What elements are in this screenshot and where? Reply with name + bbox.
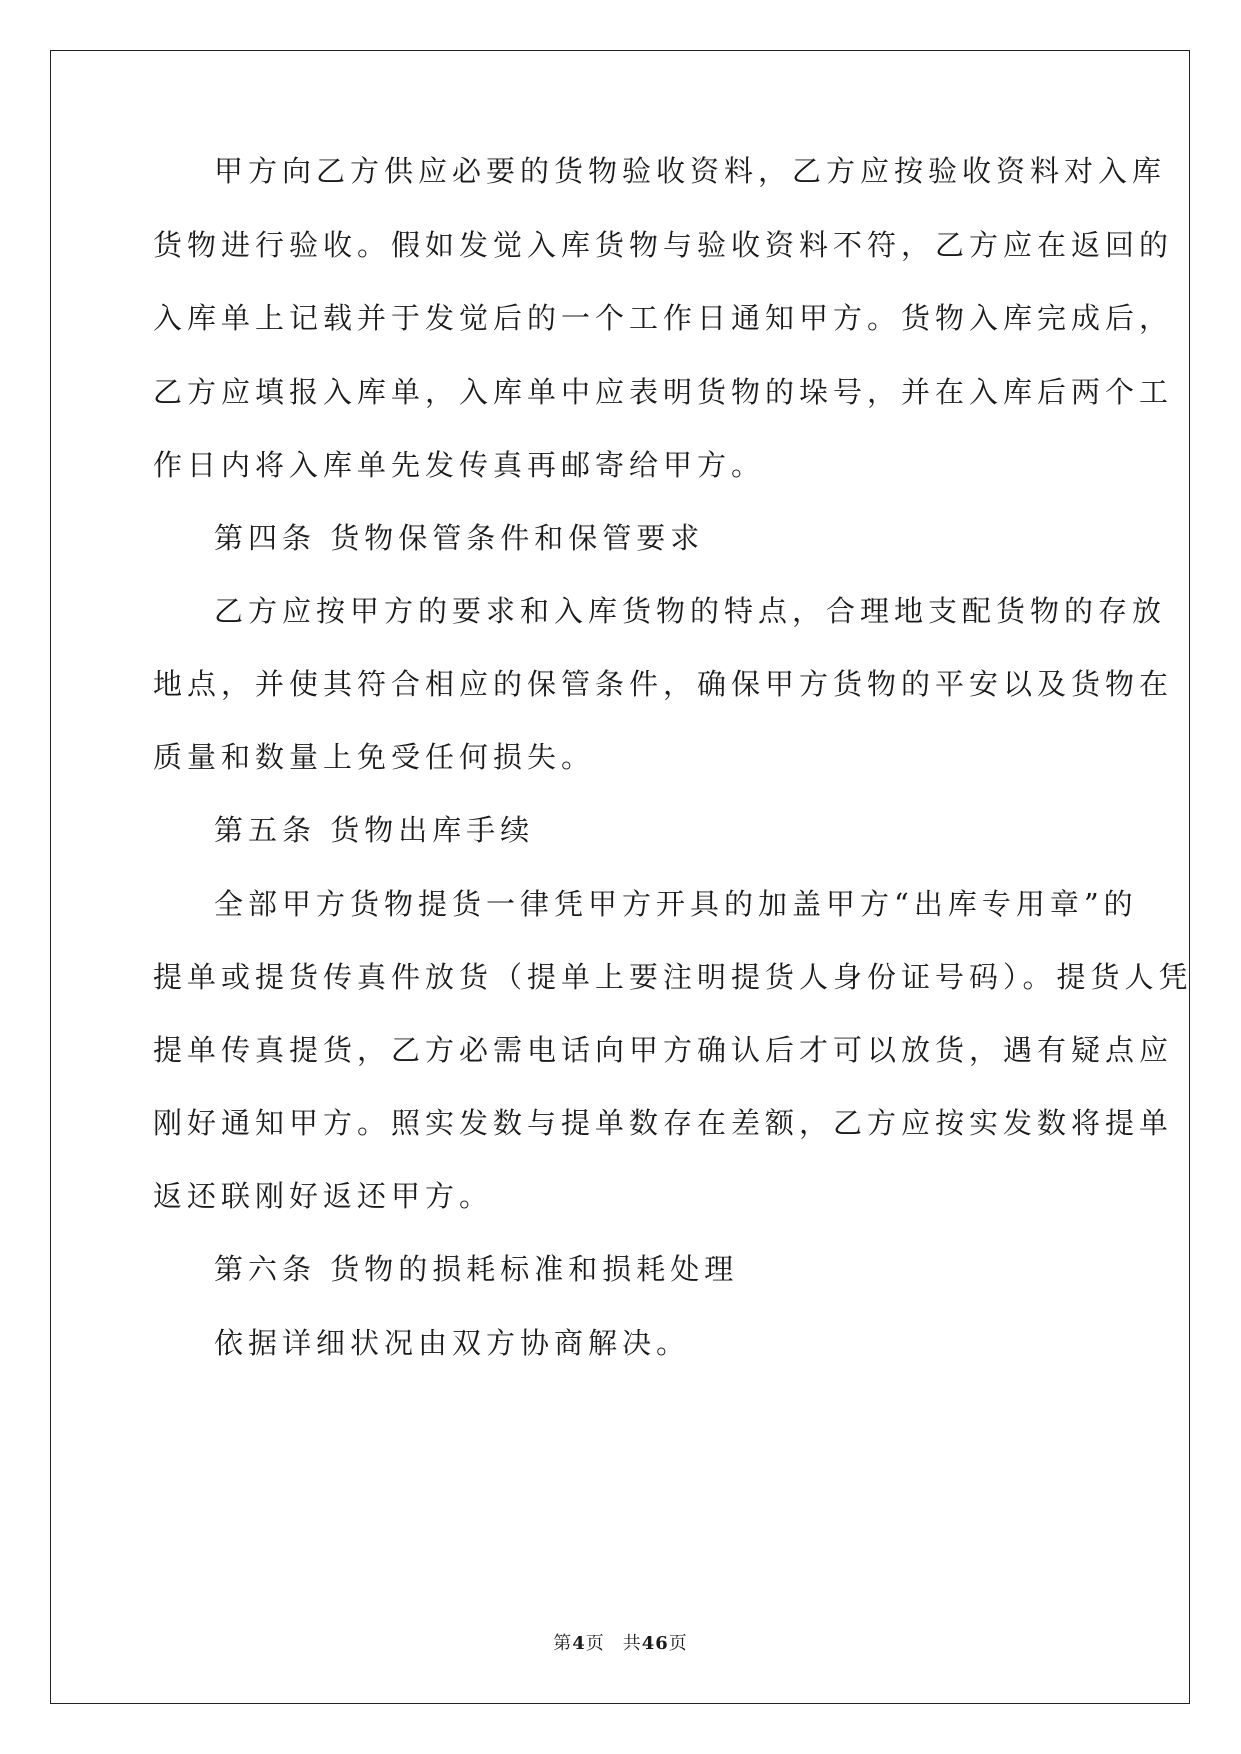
page-prefix: 第 <box>553 1633 573 1654</box>
total-page-count: 46 <box>641 1633 669 1654</box>
paragraph-line: 质量和数量上免受任何损失。 <box>153 740 596 774</box>
paragraph-line: 地点，并使其符合相应的保管条件，确保甲方货物的平安以及货物在 <box>153 667 1174 701</box>
paragraph-line: 入库单上记载并于发觉后的一个工作日通知甲方。货物入库完成后， <box>153 301 1174 335</box>
paragraph-line: 刚好通知甲方。照实发数与提单数存在差额，乙方应按实发数将提单 <box>153 1106 1174 1140</box>
paragraph-line: 货物进行验收。假如发觉入库货物与验收资料不符，乙方应在返回的 <box>153 228 1174 262</box>
total-prefix: 共 <box>622 1633 642 1654</box>
paragraph-line: 乙方应按甲方的要求和入库货物的特点，合理地支配货物的存放 <box>214 594 1167 628</box>
paragraph-line: 提单或提货传真件放货（提单上要注明提货人身份证号码）。提货人凭 <box>153 960 1193 994</box>
section-heading: 第五条 货物出库手续 <box>214 813 535 847</box>
paragraph-line: 提单传真提货，乙方必需电话向甲方确认后才可以放货，遇有疑点应 <box>153 1033 1174 1067</box>
paragraph-line: 乙方应填报入库单，入库单中应表明货物的垛号，并在入库后两个工 <box>153 375 1174 409</box>
current-page-number: 4 <box>572 1633 586 1654</box>
paragraph-line: 甲方向乙方供应必要的货物验收资料，乙方应按验收资料对入库 <box>214 154 1167 188</box>
paragraph-line: 返还联刚好返还甲方。 <box>153 1179 494 1213</box>
paragraph-line: 全部甲方货物提货一律凭甲方开具的加盖甲方“出库专用章”的 <box>214 887 1138 921</box>
paragraph-line: 依据详细状况由双方协商解决。 <box>214 1326 691 1360</box>
page-suffix: 页 <box>585 1633 605 1654</box>
total-suffix: 页 <box>668 1633 688 1654</box>
section-heading: 第四条 货物保管条件和保管要求 <box>214 521 705 555</box>
section-heading: 第六条 货物的损耗标准和损耗处理 <box>214 1252 739 1286</box>
page-footer <box>0 1632 1241 1656</box>
paragraph-line: 作日内将入库单先发传真再邮寄给甲方。 <box>153 448 766 482</box>
